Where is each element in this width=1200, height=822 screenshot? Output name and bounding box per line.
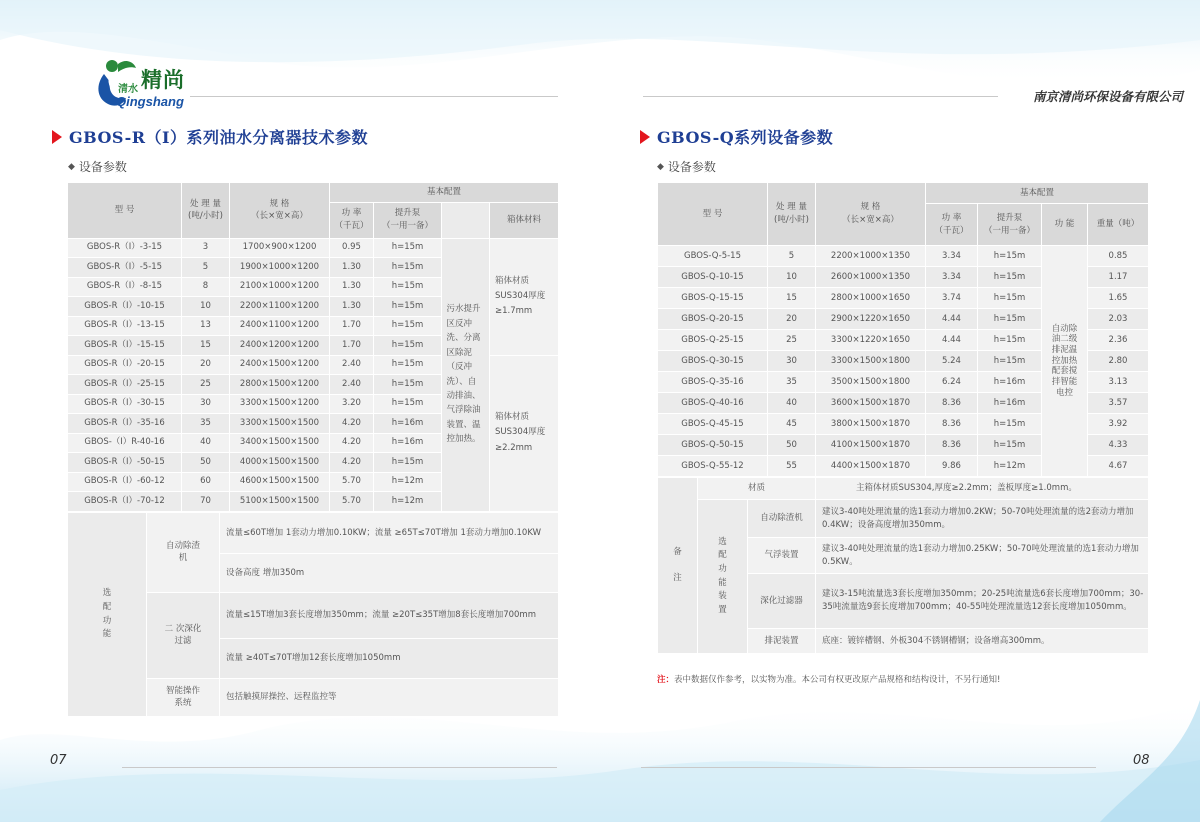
table-cell: 3.20 bbox=[330, 394, 374, 414]
table-cell: 3.92 bbox=[1088, 414, 1149, 435]
table-cell: h=15m bbox=[374, 277, 442, 297]
logo-english: Qingshang bbox=[116, 94, 184, 109]
diamond-bullet-icon: ◆ bbox=[68, 161, 75, 172]
table-cell: h=16m bbox=[978, 393, 1042, 414]
left-options-table bbox=[67, 512, 559, 717]
table-cell: 13 bbox=[182, 316, 230, 336]
table-row bbox=[658, 246, 1149, 267]
right-remarks-table bbox=[657, 477, 1149, 654]
col-header-spec: 规 格 （长×宽×高） bbox=[230, 183, 330, 239]
table-cell: GBOS-R（Ⅰ）-50-15 bbox=[68, 453, 182, 473]
table-cell: 15 bbox=[768, 288, 816, 309]
table-cell: 4600×1500×1500 bbox=[230, 472, 330, 492]
table-cell: 1.17 bbox=[1088, 267, 1149, 288]
header-rule-left bbox=[190, 96, 558, 97]
table-cell: 3.74 bbox=[926, 288, 978, 309]
table-cell: 5100×1500×1500 bbox=[230, 492, 330, 512]
table-cell: 3.57 bbox=[1088, 393, 1149, 414]
table-cell: 20 bbox=[182, 355, 230, 375]
table-cell: 1.70 bbox=[330, 336, 374, 356]
function-description: 自动除油二级排泥温控加热配套搅拌智能电控 bbox=[1042, 246, 1088, 477]
table-cell: GBOS-R（Ⅰ）-35-16 bbox=[68, 414, 182, 434]
table-cell: 40 bbox=[768, 393, 816, 414]
table-cell: 3300×1500×1200 bbox=[230, 394, 330, 414]
table-cell: GBOS-R（Ⅰ）-15-15 bbox=[68, 336, 182, 356]
table-cell: h=16m bbox=[374, 414, 442, 434]
table-cell: h=15m bbox=[374, 394, 442, 414]
option-text: 流量≤15T增加3套长度增加350mm；流量 ≥20T≤35T增加8套长度增加700mm bbox=[220, 593, 559, 639]
option-text: 建议3-40吨处理流量的选1套动力增加0.25KW；50-70吨处理流量的选1套动力增加0.5KW。 bbox=[816, 538, 1149, 574]
table-cell: h=15m bbox=[374, 355, 442, 375]
col-header-pump: 提升泵 （一用一备） bbox=[978, 204, 1042, 246]
table-cell: 4.20 bbox=[330, 414, 374, 434]
table-cell: 2800×1000×1650 bbox=[816, 288, 926, 309]
table-cell: 2.36 bbox=[1088, 330, 1149, 351]
diamond-bullet-icon: ◆ bbox=[657, 161, 664, 172]
footer-rule-left bbox=[122, 767, 557, 768]
table-cell: h=16m bbox=[374, 433, 442, 453]
table-cell: 5 bbox=[768, 246, 816, 267]
table-cell: 15 bbox=[182, 336, 230, 356]
table-cell: 6.24 bbox=[926, 372, 978, 393]
table-cell: 0.85 bbox=[1088, 246, 1149, 267]
footer-rule-right bbox=[641, 767, 1096, 768]
table-cell: 30 bbox=[182, 394, 230, 414]
col-header-weight: 重量（吨） bbox=[1088, 204, 1149, 246]
table-cell: 3300×1500×1800 bbox=[816, 351, 926, 372]
table-cell: GBOS-R（Ⅰ）-60-12 bbox=[68, 472, 182, 492]
table-cell: 3500×1500×1800 bbox=[816, 372, 926, 393]
material-b: 箱体材质SUS304厚度≥2.2mm bbox=[490, 355, 559, 511]
table-cell: 50 bbox=[768, 435, 816, 456]
table-cell: GBOS-Q-10-15 bbox=[658, 267, 768, 288]
table-cell: h=15m bbox=[978, 330, 1042, 351]
right-subtitle: ◆ 设备参数 bbox=[657, 160, 716, 174]
table-cell: 2.80 bbox=[1088, 351, 1149, 372]
table-cell: 35 bbox=[768, 372, 816, 393]
table-cell: h=15m bbox=[374, 453, 442, 473]
table-cell: 45 bbox=[768, 414, 816, 435]
table-cell: 2400×1200×1200 bbox=[230, 336, 330, 356]
table-cell: 2100×1000×1200 bbox=[230, 277, 330, 297]
material-text: 主箱体材质SUS304,厚度≥2.2mm；盖板厚度≥1.0mm。 bbox=[816, 478, 1149, 500]
table-cell: GBOS-Q-50-15 bbox=[658, 435, 768, 456]
left-section-title: GBOS-R（Ⅰ）系列油水分离器技术参数 bbox=[52, 125, 368, 148]
table-cell: 10 bbox=[768, 267, 816, 288]
table-cell: 1.30 bbox=[330, 258, 374, 278]
table-cell: 8.36 bbox=[926, 414, 978, 435]
table-cell: 5 bbox=[182, 258, 230, 278]
logo-small-text: 清水 bbox=[118, 84, 138, 95]
table-cell: h=15m bbox=[374, 336, 442, 356]
table-cell: GBOS-Q-55-12 bbox=[658, 456, 768, 477]
table-cell: h=15m bbox=[978, 351, 1042, 372]
option-text: 建议3-15吨流量选3套长度增加350mm；20-25吨流量选6套长度增加700mm；30-35吨流量选9套长度增加700mm；40-55吨处理流量选12套长度增加1050mm。 bbox=[816, 574, 1149, 629]
function-description: 污水提升区反冲洗、分离区除泥（反冲洗）、自动排油、气浮除油装置、温控加热。 bbox=[442, 238, 490, 511]
header-rule-right bbox=[643, 96, 998, 97]
table-cell: 1700×900×1200 bbox=[230, 238, 330, 258]
col-header-model: 型 号 bbox=[658, 183, 768, 246]
table-cell: 3800×1500×1870 bbox=[816, 414, 926, 435]
table-cell: 5.70 bbox=[330, 472, 374, 492]
table-cell: GBOS-R（Ⅰ）-30-15 bbox=[68, 394, 182, 414]
table-cell: GBOS-R（Ⅰ）-8-15 bbox=[68, 277, 182, 297]
table-cell: 4000×1500×1500 bbox=[230, 453, 330, 473]
table-cell: 9.86 bbox=[926, 456, 978, 477]
table-cell: 30 bbox=[768, 351, 816, 372]
table-cell: GBOS-Q-40-16 bbox=[658, 393, 768, 414]
table-cell: 3300×1500×1500 bbox=[230, 414, 330, 434]
table-cell: 4400×1500×1870 bbox=[816, 456, 926, 477]
option-name-deslag: 自动除渣机 bbox=[147, 513, 220, 593]
table-cell: h=12m bbox=[978, 456, 1042, 477]
table-cell: 20 bbox=[768, 309, 816, 330]
logo-chinese: 精尚 bbox=[141, 67, 185, 92]
table-cell: h=15m bbox=[374, 297, 442, 317]
table-cell: GBOS-R（Ⅰ）-5-15 bbox=[68, 258, 182, 278]
right-params-table bbox=[657, 182, 1149, 477]
red-arrow-icon bbox=[640, 130, 650, 144]
table-cell: 35 bbox=[182, 414, 230, 434]
option-text: 包括触摸屏操控、远程监控等 bbox=[220, 679, 559, 717]
table-cell: GBOS-Q-5-15 bbox=[658, 246, 768, 267]
table-cell: h=12m bbox=[374, 492, 442, 512]
table-cell: h=15m bbox=[978, 288, 1042, 309]
table-cell: 3.13 bbox=[1088, 372, 1149, 393]
col-header-power: 功 率 （千瓦） bbox=[330, 202, 374, 238]
col-header-capacity: 处 理 量 (吨/小时) bbox=[182, 183, 230, 239]
table-cell: 10 bbox=[182, 297, 230, 317]
option-text: 建议3-40吨处理流量的选1套动力增加0.2KW；50-70吨处理流量的选2套动力增加0.4KW；设备高度增加350mm。 bbox=[816, 500, 1149, 538]
option-name: 排泥装置 bbox=[748, 629, 816, 654]
table-cell: 4.20 bbox=[330, 453, 374, 473]
table-cell: h=15m bbox=[374, 375, 442, 395]
table-cell: 60 bbox=[182, 472, 230, 492]
table-cell: GBOS-Q-25-15 bbox=[658, 330, 768, 351]
table-cell: 3400×1500×1500 bbox=[230, 433, 330, 453]
table-cell: 2800×1500×1200 bbox=[230, 375, 330, 395]
option-name-filter: 二 次深化过滤 bbox=[147, 593, 220, 679]
table-cell: 4.44 bbox=[926, 309, 978, 330]
table-cell: 70 bbox=[182, 492, 230, 512]
table-cell: GBOS-R（Ⅰ）-70-12 bbox=[68, 492, 182, 512]
table-cell: GBOS-Q-15-15 bbox=[658, 288, 768, 309]
table-cell: 4.20 bbox=[330, 433, 374, 453]
col-header-spec: 规 格 （长×宽×高） bbox=[816, 183, 926, 246]
page-number-left: 07 bbox=[50, 753, 67, 768]
table-cell: GBOS-R（Ⅰ）-10-15 bbox=[68, 297, 182, 317]
table-cell: 3600×1500×1870 bbox=[816, 393, 926, 414]
table-cell: 2900×1220×1650 bbox=[816, 309, 926, 330]
left-params-table bbox=[67, 182, 559, 512]
col-header-material: 箱体材料 bbox=[490, 202, 559, 238]
footnote: 注：表中数据仅作参考，以实物为准。本公司有权更改原产品规格和结构设计，不另行通知! bbox=[657, 675, 1001, 685]
table-cell: 8.36 bbox=[926, 393, 978, 414]
table-cell: 1.65 bbox=[1088, 288, 1149, 309]
table-cell: 1900×1000×1200 bbox=[230, 258, 330, 278]
option-name: 深化过滤器 bbox=[748, 574, 816, 629]
col-header-power: 功 率 （千瓦） bbox=[926, 204, 978, 246]
table-cell: GBOS-Q-35-16 bbox=[658, 372, 768, 393]
remarks-label: 备注 bbox=[658, 478, 698, 654]
table-cell: GBOS-R（Ⅰ）-13-15 bbox=[68, 316, 182, 336]
table-cell: h=15m bbox=[374, 258, 442, 278]
option-text: 流量 ≥40T≤70T增加12套长度增加1050mm bbox=[220, 639, 559, 679]
table-cell: 8.36 bbox=[926, 435, 978, 456]
table-cell: 40 bbox=[182, 433, 230, 453]
options-label: 选配功能装置 bbox=[698, 500, 748, 654]
table-cell: 3 bbox=[182, 238, 230, 258]
option-text: 底座：镀锌槽钢、外板304不锈钢槽钢；设备增高300mm。 bbox=[816, 629, 1149, 654]
options-label: 选配功能 bbox=[68, 513, 147, 717]
table-cell: 55 bbox=[768, 456, 816, 477]
table-cell: 1.30 bbox=[330, 297, 374, 317]
table-cell: 50 bbox=[182, 453, 230, 473]
table-cell: h=15m bbox=[978, 414, 1042, 435]
table-cell: GBOS-（Ⅰ）R-40-16 bbox=[68, 433, 182, 453]
company-name: 南京清尚环保设备有限公司 bbox=[1032, 89, 1183, 104]
table-cell: 2.40 bbox=[330, 355, 374, 375]
col-header-pump: 提升泵 （一用一备） bbox=[374, 202, 442, 238]
table-cell: h=15m bbox=[374, 316, 442, 336]
table-cell: 3.34 bbox=[926, 267, 978, 288]
table-cell: 0.95 bbox=[330, 238, 374, 258]
table-cell: 2400×1100×1200 bbox=[230, 316, 330, 336]
table-cell: 25 bbox=[182, 375, 230, 395]
col-header-function-blank bbox=[442, 202, 490, 238]
option-name-smart: 智能操作系统 bbox=[147, 679, 220, 717]
col-header-basic-config: 基本配置 bbox=[330, 183, 559, 203]
table-cell: GBOS-Q-20-15 bbox=[658, 309, 768, 330]
material-a: 箱体材质SUS304厚度≥1.7mm bbox=[490, 238, 559, 355]
table-cell: GBOS-R（Ⅰ）-20-15 bbox=[68, 355, 182, 375]
table-cell: 4.44 bbox=[926, 330, 978, 351]
table-cell: GBOS-R（Ⅰ）-25-15 bbox=[68, 375, 182, 395]
col-header-model: 型 号 bbox=[68, 183, 182, 239]
table-cell: 4.67 bbox=[1088, 456, 1149, 477]
option-name: 气浮装置 bbox=[748, 538, 816, 574]
col-header-function: 功 能 bbox=[1042, 204, 1088, 246]
red-arrow-icon bbox=[52, 130, 62, 144]
table-cell: 2.40 bbox=[330, 375, 374, 395]
table-cell: h=12m bbox=[374, 472, 442, 492]
right-section-title: GBOS-Q系列设备参数 bbox=[640, 125, 833, 148]
table-cell: h=15m bbox=[978, 246, 1042, 267]
table-cell: GBOS-R（Ⅰ）-3-15 bbox=[68, 238, 182, 258]
table-cell: h=15m bbox=[978, 309, 1042, 330]
table-cell: 3300×1220×1650 bbox=[816, 330, 926, 351]
table-cell: GBOS-Q-45-15 bbox=[658, 414, 768, 435]
table-cell: 1.30 bbox=[330, 277, 374, 297]
material-label: 材质 bbox=[698, 478, 816, 500]
table-cell: 2600×1000×1350 bbox=[816, 267, 926, 288]
col-header-basic-config: 基本配置 bbox=[926, 183, 1149, 204]
table-cell: 2400×1500×1200 bbox=[230, 355, 330, 375]
table-cell: h=15m bbox=[978, 435, 1042, 456]
table-cell: 4.33 bbox=[1088, 435, 1149, 456]
table-cell: 5.24 bbox=[926, 351, 978, 372]
table-cell: 2200×1100×1200 bbox=[230, 297, 330, 317]
table-cell: 5.70 bbox=[330, 492, 374, 512]
table-cell: 2.03 bbox=[1088, 309, 1149, 330]
page-number-right: 08 bbox=[1133, 753, 1150, 768]
left-subtitle: ◆ 设备参数 bbox=[68, 160, 127, 174]
option-text: 设备高度 增加350m bbox=[220, 554, 559, 593]
table-cell: h=16m bbox=[978, 372, 1042, 393]
option-name: 自动除渣机 bbox=[748, 500, 816, 538]
table-cell: h=15m bbox=[374, 238, 442, 258]
col-header-capacity: 处 理 量 (吨/小时) bbox=[768, 183, 816, 246]
table-cell: 8 bbox=[182, 277, 230, 297]
table-cell: GBOS-Q-30-15 bbox=[658, 351, 768, 372]
table-cell: 4100×1500×1870 bbox=[816, 435, 926, 456]
table-cell: 25 bbox=[768, 330, 816, 351]
table-cell: 1.70 bbox=[330, 316, 374, 336]
table-row bbox=[68, 238, 559, 258]
table-cell: 2200×1000×1350 bbox=[816, 246, 926, 267]
table-cell: 3.34 bbox=[926, 246, 978, 267]
option-text: 流量≤60T增加 1套动力增加0.10KW；流量 ≥65T≤70T增加 1套动力增加0.10KW bbox=[220, 513, 559, 554]
table-cell: h=15m bbox=[978, 267, 1042, 288]
